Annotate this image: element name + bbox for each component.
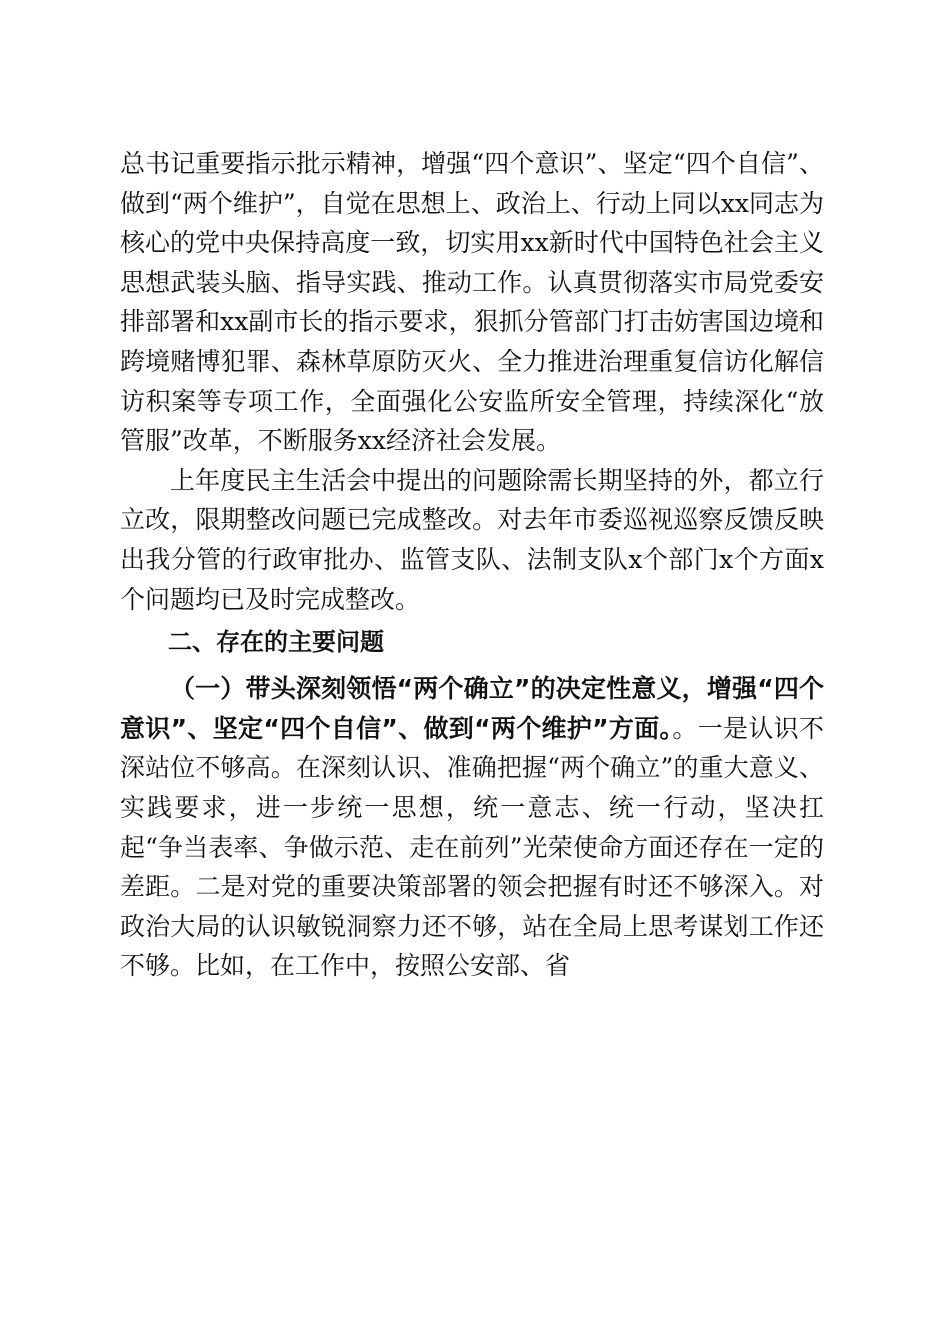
document-body: [120, 144, 824, 986]
subsection-body: 。一是认识不深站位不够高。在深刻认识、准确把握“两个确立”的重大意义、实践要求，进一步统一思想，统一意志、统一行动，坚决扛起“争当表率、争做示范、走在前列”光荣使命方面还存在一定的差距。二是对党的重要决策部署的领会把握有时还不够深入。对政治大局的认识敏锐洞察力还不够，站在全局上思考谋划工作还不够。比如，在工作中，按照公安部、省: [120, 713, 824, 981]
paragraph-rectification: 上年度民主生活会中提出的问题除需长期坚持的外，都立行立改，限期整改问题已完成整改。对去年市委巡视巡察反馈反映出我分管的行政审批办、监管支队、法制支队x个部门x个方面x个问题均已及时完成整改。: [120, 465, 824, 614]
subsection-paragraph: [120, 669, 824, 986]
section-heading: 二、存在的主要问题: [168, 628, 384, 657]
paragraph-continued: 总书记重要指示批示精神，增强“四个意识”、坚定“四个自信”、做到“两个维护”，自觉在思想上、政治上、行动上同以xx同志为核心的党中央保持高度一致，切实用xx新时代中国特色社会主义思想武装头脑、指导实践、推动工作。认真贯彻落实市局党委安排部署和xx副市长的指示要求，狠抓分管部门打击妨害国边境和跨境赌博犯罪、森林草原防灭火、全力推进治理重复信访化解信访积案等专项工作，全面强化公安监所安全管理，持续深化“放管服”改革，不断服务xx经济社会发展。: [120, 149, 824, 456]
subsection-lead: （一）带头深刻领悟“两个确立”的决定性意义，增强“四个意识”、坚定“四个自信”、做到“两个维护”方面。: [120, 674, 824, 743]
